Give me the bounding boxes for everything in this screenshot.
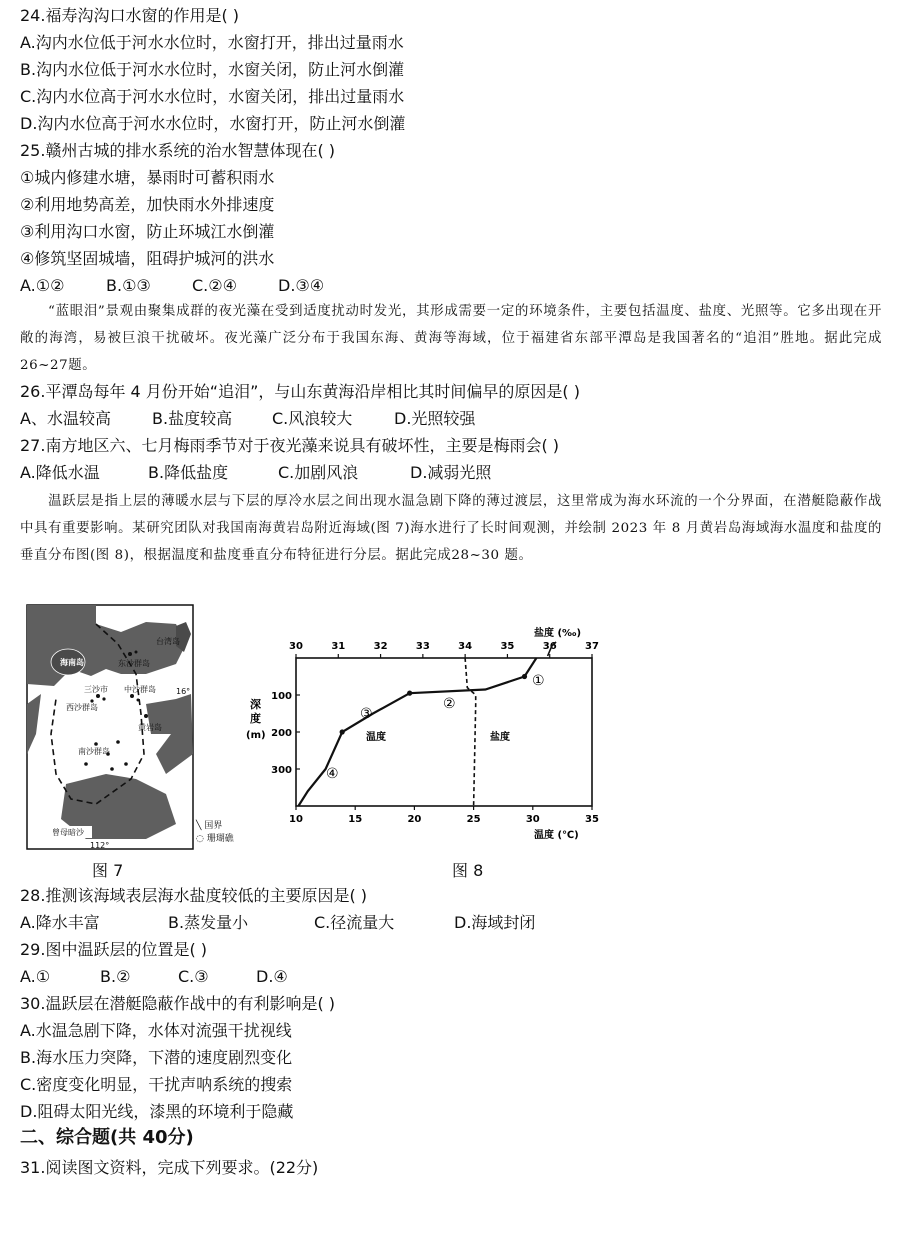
figure-7-legend xyxy=(196,820,234,846)
depth-axis-label-2: 度 xyxy=(250,712,261,725)
temperature-point xyxy=(407,691,412,696)
q29-stem: 29.图中温跃层的位置是( ) xyxy=(20,940,208,959)
temperature-tick-label: 30 xyxy=(525,814,540,825)
label-nansha: 南沙群岛 xyxy=(78,747,110,756)
q24-option-c: C.沟内水位高于河水水位时，水窗关闭，排出过量雨水 xyxy=(20,87,405,106)
q26-option-a: A、水温较高 xyxy=(20,409,111,428)
q30-option-c: C.密度变化明显，干扰声呐系统的搜索 xyxy=(20,1075,293,1094)
q28-option-d: D.海域封闭 xyxy=(454,913,536,932)
salinity-tick-label: 35 xyxy=(500,641,515,652)
q25-option-c: C.②④ xyxy=(192,276,237,295)
temperature-ticks xyxy=(289,806,599,825)
depth-axis-label-3: (m) xyxy=(246,730,266,741)
figure-8-caption: 图 8 xyxy=(452,861,484,880)
temperature-tick-label: 15 xyxy=(348,814,363,825)
q28-option-a: A.降水丰富 xyxy=(20,913,100,932)
depth-tick-label: 200 xyxy=(271,728,292,739)
label-zengmu: 曾母暗沙 xyxy=(52,828,84,837)
legend-border: ╲ 国界 xyxy=(196,821,223,831)
salinity-axis-label: 盐度 (‰) xyxy=(534,628,582,639)
temperature-point xyxy=(522,674,527,679)
q31-stem: 31.阅读图文资料，完成下列要求。(22分) xyxy=(20,1158,319,1177)
q26-option-c: C.风浪较大 xyxy=(272,409,353,428)
q29-option-b: B.② xyxy=(100,967,131,986)
passage-thermocline xyxy=(20,488,882,569)
q29-option-d: D.④ xyxy=(256,967,288,986)
salinity-tick-label: 34 xyxy=(458,641,473,652)
layer-label-3: ③ xyxy=(360,706,373,722)
salinity-curve xyxy=(465,658,476,806)
q28-option-c: C.径流量大 xyxy=(314,913,395,932)
salinity-curve-label: 盐度 xyxy=(490,732,510,743)
q29-option-a: A.① xyxy=(20,967,51,986)
q27-option-c: C.加剧风浪 xyxy=(278,463,359,482)
section-2-title: 二、综合题(共 40分) xyxy=(20,1127,194,1148)
q25-stem: 25.赣州古城的排水系统的治水智慧体现在( ) xyxy=(20,141,336,160)
passage-blue-tears-text: “蓝眼泪”景观由聚集成群的夜光藻在受到适度扰动时发光，其形成需要一定的环境条件，主要包括温度、盐度、光照等。它多出现在开敞的海湾，易被巨浪干扰破坏。夜光藻广泛分布于我国东海、黄海等海域，位于福建省东部平潭岛是我国著名的“追泪”胜地。据此完成26~27题。 xyxy=(20,304,882,373)
depth-axis-label-1: 深 xyxy=(250,698,261,711)
q25-option-a: A.①② xyxy=(20,276,65,295)
temperature-tick-label: 35 xyxy=(585,814,599,825)
q26-options xyxy=(20,409,475,429)
depth-tick-label: 300 xyxy=(271,765,292,776)
layer-label-4: ④ xyxy=(326,766,339,782)
q27-option-b: B.降低盐度 xyxy=(148,463,229,482)
q25-statement-4: ④修筑坚固城墙，阻碍护城河的洪水 xyxy=(20,249,275,268)
q26-stem: 26.平潭岛每年 4 月份开始“追泪”，与山东黄海沿岸相比其时间偏早的原因是( ) xyxy=(20,382,580,401)
q29-options xyxy=(20,967,288,987)
salinity-tick-label: 32 xyxy=(373,641,388,652)
salinity-tick-label: 33 xyxy=(415,641,430,652)
q25-statement-2: ②利用地势高差，加快雨水外排速度 xyxy=(20,195,275,214)
salinity-tick-label: 30 xyxy=(289,641,303,652)
label-hainan: 海南岛 xyxy=(60,658,84,667)
label-zhongsha: 中沙群岛 xyxy=(124,685,156,694)
q24-stem: 24.福寿沟沟口水窗的作用是( ) xyxy=(20,6,240,25)
legend-reef-icon: ◌ xyxy=(196,834,204,844)
q27-option-d: D.减弱光照 xyxy=(410,463,492,482)
q24-option-a: A.沟内水位低于河水水位时，水窗打开，排出过量雨水 xyxy=(20,33,404,52)
depth-tick-label: 100 xyxy=(271,691,292,702)
q26-option-d: D.光照较强 xyxy=(394,409,476,428)
temperature-axis-label: 温度 (℃) xyxy=(534,830,579,841)
figure-8-profile xyxy=(244,616,624,846)
figure-7-map xyxy=(26,604,194,850)
label-xisha: 西沙群岛 xyxy=(66,703,98,712)
q28-option-b: B.蒸发量小 xyxy=(168,913,249,932)
label-lat-16: 16° xyxy=(176,687,191,696)
temperature-point xyxy=(340,729,345,734)
label-huangyan: 黄岩岛 xyxy=(138,723,162,732)
label-taiwan: 台湾岛 xyxy=(156,637,180,646)
label-dongsha: 东沙群岛 xyxy=(118,659,150,668)
q30-option-b: B.海水压力突降，下潜的速度剧烈变化 xyxy=(20,1048,293,1067)
salinity-ticks xyxy=(289,641,599,658)
q25-option-d: D.③④ xyxy=(278,276,325,295)
q25-options xyxy=(20,276,324,296)
q26-option-b: B.盐度较高 xyxy=(152,409,233,428)
q28-options xyxy=(20,913,535,933)
q24-option-d: D.沟内水位高于河水水位时，水窗打开，防止河水倒灌 xyxy=(20,114,406,133)
passage-blue-tears xyxy=(20,298,882,379)
salinity-tick-label: 37 xyxy=(585,641,599,652)
salinity-tick-label: 36 xyxy=(542,641,557,652)
q25-option-b: B.①③ xyxy=(106,276,151,295)
layer-label-2: ② xyxy=(443,696,456,712)
label-sansha: 三沙市 xyxy=(84,685,108,694)
temperature-tick-label: 25 xyxy=(466,814,481,825)
temperature-curve-label: 温度 xyxy=(366,732,386,743)
label-lon-112: 112° xyxy=(90,841,110,850)
q25-statement-1: ①城内修建水塘，暴雨时可蓄积雨水 xyxy=(20,168,275,187)
q24-option-b: B.沟内水位低于河水水位时，水窗关闭，防止河水倒灌 xyxy=(20,60,405,79)
q29-option-c: C.③ xyxy=(178,967,209,986)
q27-option-a: A.降低水温 xyxy=(20,463,100,482)
q25-statement-3: ③利用沟口水窗，防止环城江水倒灌 xyxy=(20,222,275,241)
legend-reef: ◌ 珊瑚礁 xyxy=(196,834,234,844)
salinity-tick-label: 31 xyxy=(331,641,346,652)
figure-7-caption: 图 7 xyxy=(92,861,124,880)
q27-options xyxy=(20,463,491,483)
q28-stem: 28.推测该海域表层海水盐度较低的主要原因是( ) xyxy=(20,886,368,905)
q30-option-d: D.阻碍太阳光线，漆黑的环境利于隐藏 xyxy=(20,1102,294,1121)
q30-option-a: A.水温急剧下降，水体对流强干扰视线 xyxy=(20,1021,292,1040)
q30-stem: 30.温跃层在潜艇隐蔽作战中的有利影响是( ) xyxy=(20,994,336,1013)
q27-stem: 27.南方地区六、七月梅雨季节对于夜光藻来说具有破坏性，主要是梅雨会( ) xyxy=(20,436,560,455)
legend-border-icon: ╲ xyxy=(196,821,202,831)
passage-thermocline-text: 温跃层是指上层的薄暖水层与下层的厚冷水层之间出现水温急剧下降的薄过渡层，这里常成为海水环流的一个分界面，在潜艇隐蔽作战中具有重要影响。某研究团队对我国南海黄岩岛附近海域(图 7)海水进行了长时间观测，并绘制 2023 年 8 月黄岩岛海域海水温度和盐度的垂直分布图(图 8)，根据温度和盐度垂直分布特征进行分层。据此完成28~30 题。 xyxy=(20,494,882,563)
temperature-tick-label: 10 xyxy=(289,814,303,825)
layer-label-1: ① xyxy=(532,673,545,689)
temperature-tick-label: 20 xyxy=(407,814,422,825)
